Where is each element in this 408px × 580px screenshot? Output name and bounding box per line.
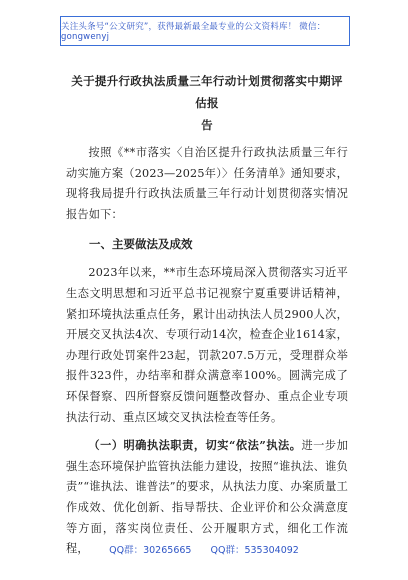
section-heading: 一、主要做法及成效 [89, 237, 193, 252]
promo-banner: 关注头条号“公文研究”，获得最新最全最专业的公文资料库！ 微信：gongwenyj [60, 16, 350, 46]
document-title [66, 70, 348, 136]
qq-group-1: QQ群：30265665 [109, 545, 192, 556]
intro-paragraph: 按照《**市落实〈自治区提升行政执法质量三年行动实施方案（2023—2025年）〉任务清单》通知要求，现将我局提升行政执法质量三年行动计划贯彻落实情况报告如下： [66, 146, 348, 221]
subsection-paragraph [66, 435, 348, 560]
document-body [66, 70, 348, 560]
qq-group-2: QQ群：535304092 [210, 545, 299, 556]
footer [0, 542, 408, 556]
title-line-2: 告 [201, 118, 213, 132]
paragraph: 2023年以来，**市生态环境局深入贯彻落实习近平生态文明思想和习近平总书记视察宁夏重要讲话精神，紧扣环境执法重点任务，累计出动执法人员2900人次，开展交叉执法4次、专项行动14次，检查企业1614家，办理行政处罚案件23起，罚款207.5万元，受理群众举报件323件，办结率和群众满意率100%。圆满完成了环保督察、四所督察反馈问题整改督办、重点企业专项执法行动、重点区域交叉执法检查等任务。 [66, 266, 348, 424]
subsection-text: 进一步加强生态环境保护监管执法能力建设，按照“谁执法、谁负责”“谁执法、谁普法”的要求，从执法力度、办案质量工作成效、优化创新、指导帮扶、企业评价和公众满意度等方面，落实岗位责任、公开履职方式，细化工作流程， [66, 439, 348, 556]
title-line-1: 关于提升行政执法质量三年行动计划贯彻落实中期评估报 [71, 74, 343, 110]
subsection-heading: （一）明确执法职责，切实“依法”执法。 [88, 438, 302, 453]
